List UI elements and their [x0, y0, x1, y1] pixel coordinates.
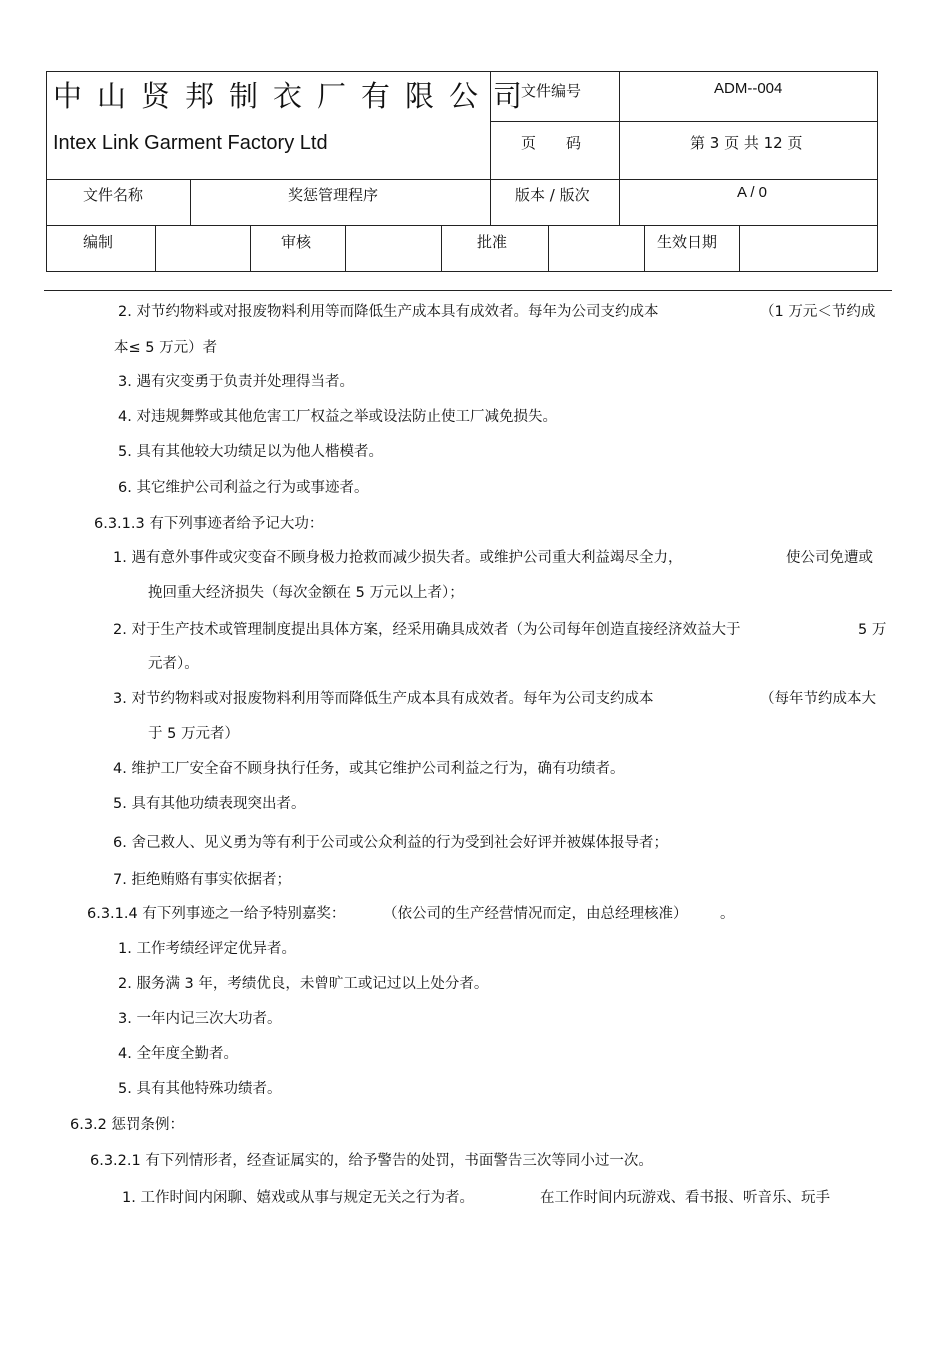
section-heading-end: 。	[720, 906, 735, 922]
body-line: 挽回重大经济损失（每次金额在 5 万元以上者）；	[148, 585, 464, 601]
doc-name-value: 奖惩管理程序	[288, 186, 379, 204]
body-line: 7. 拒绝贿赂有事实依据者；	[113, 872, 291, 888]
body-line: 使公司免遭或	[786, 550, 873, 566]
header-separator	[44, 290, 892, 291]
effective-label: 生效日期	[657, 233, 718, 251]
body-line: 2. 对于生产技术或管理制度提出具体方案，经采用确具成效者（为公司每年创造直接经济效益大于	[113, 622, 741, 638]
body-line: （每年节约成本大	[760, 691, 876, 707]
body-line: 在工作时间内玩游戏、看书报、听音乐、玩手	[540, 1190, 830, 1206]
body-line: 5. 具有其他功绩表现突出者。	[113, 796, 306, 812]
version-value: A / 0	[737, 184, 768, 201]
section-heading-note: （依公司的生产经营情况而定，由总经理核准）	[383, 906, 688, 922]
reviewed-label: 审核	[281, 233, 312, 251]
body-line: 4. 对违规舞弊或其他危害工厂权益之举或设法防止使工厂减免损失。	[118, 409, 557, 425]
doc-no-label: 文件编号	[521, 82, 582, 100]
body-line: 6. 舍己救人、见义勇为等有利于公司或公众利益的行为受到社会好评并被媒体报导者；	[113, 835, 668, 851]
page-value: 第 3 页 共 12 页	[690, 134, 803, 152]
body-line: 1. 遇有意外事件或灾变奋不顾身极力抢救而减少损失者。或维护公司重大利益竭尽全力，	[113, 550, 683, 566]
body-line: 本≤ 5 万元）者	[114, 340, 218, 356]
body-line: 5. 具有其他特殊功绩者。	[118, 1081, 282, 1097]
section-heading: 6.3.1.3 有下列事迹者给予记大功：	[94, 516, 324, 532]
header-table	[46, 71, 878, 272]
body-line: 1. 工作时间内闲聊、嬉戏或从事与规定无关之行为者。	[122, 1190, 474, 1206]
prepared-label: 编制	[83, 233, 114, 251]
body-line: 4. 全年度全勤者。	[118, 1046, 238, 1062]
doc-no-value: ADM--004	[714, 80, 783, 97]
body-line: 3. 一年内记三次大功者。	[118, 1011, 282, 1027]
body-line: 3. 遇有灾变勇于负责并处理得当者。	[118, 374, 354, 390]
section-heading: 6.3.2 惩罚条例：	[70, 1117, 185, 1133]
body-line: 元者）。	[148, 656, 199, 672]
body-line: （1 万元＜节约成	[760, 304, 876, 320]
body-line: 6. 其它维护公司利益之行为或事迹者。	[118, 480, 369, 496]
section-heading: 6.3.1.4 有下列事迹之一给予特别嘉奖：	[87, 906, 346, 922]
body-line: 于 5 万元者）	[148, 726, 239, 742]
company-name-en: Intex Link Garment Factory Ltd	[53, 132, 328, 154]
body-line: 2. 对节约物料或对报废物料利用等而降低生产成本具有成效者。每年为公司支约成本	[118, 304, 659, 320]
body-line: 1. 工作考绩经评定优异者。	[118, 941, 296, 957]
version-label: 版本 / 版次	[515, 186, 590, 204]
approved-label: 批准	[477, 233, 508, 251]
body-line: 5. 具有其他较大功绩足以为他人楷模者。	[118, 444, 383, 460]
body-line: 5 万	[858, 622, 887, 638]
body-line: 4. 维护工厂安全奋不顾身执行任务，或其它维护公司利益之行为，确有功绩者。	[113, 761, 625, 777]
body-line: 3. 对节约物料或对报废物料利用等而降低生产成本具有成效者。每年为公司支约成本	[113, 691, 654, 707]
doc-name-label: 文件名称	[83, 186, 144, 204]
page-label: 页 码	[521, 134, 582, 152]
section-heading: 6.3.2.1 有下列情形者，经查证属实的，给予警告的处罚，书面警告三次等同小过一次。	[90, 1153, 653, 1169]
body-line: 2. 服务满 3 年，考绩优良，未曾旷工或记过以上处分者。	[118, 976, 489, 992]
company-name-cn: 中山贤邦制衣厂有限公司	[53, 79, 538, 113]
